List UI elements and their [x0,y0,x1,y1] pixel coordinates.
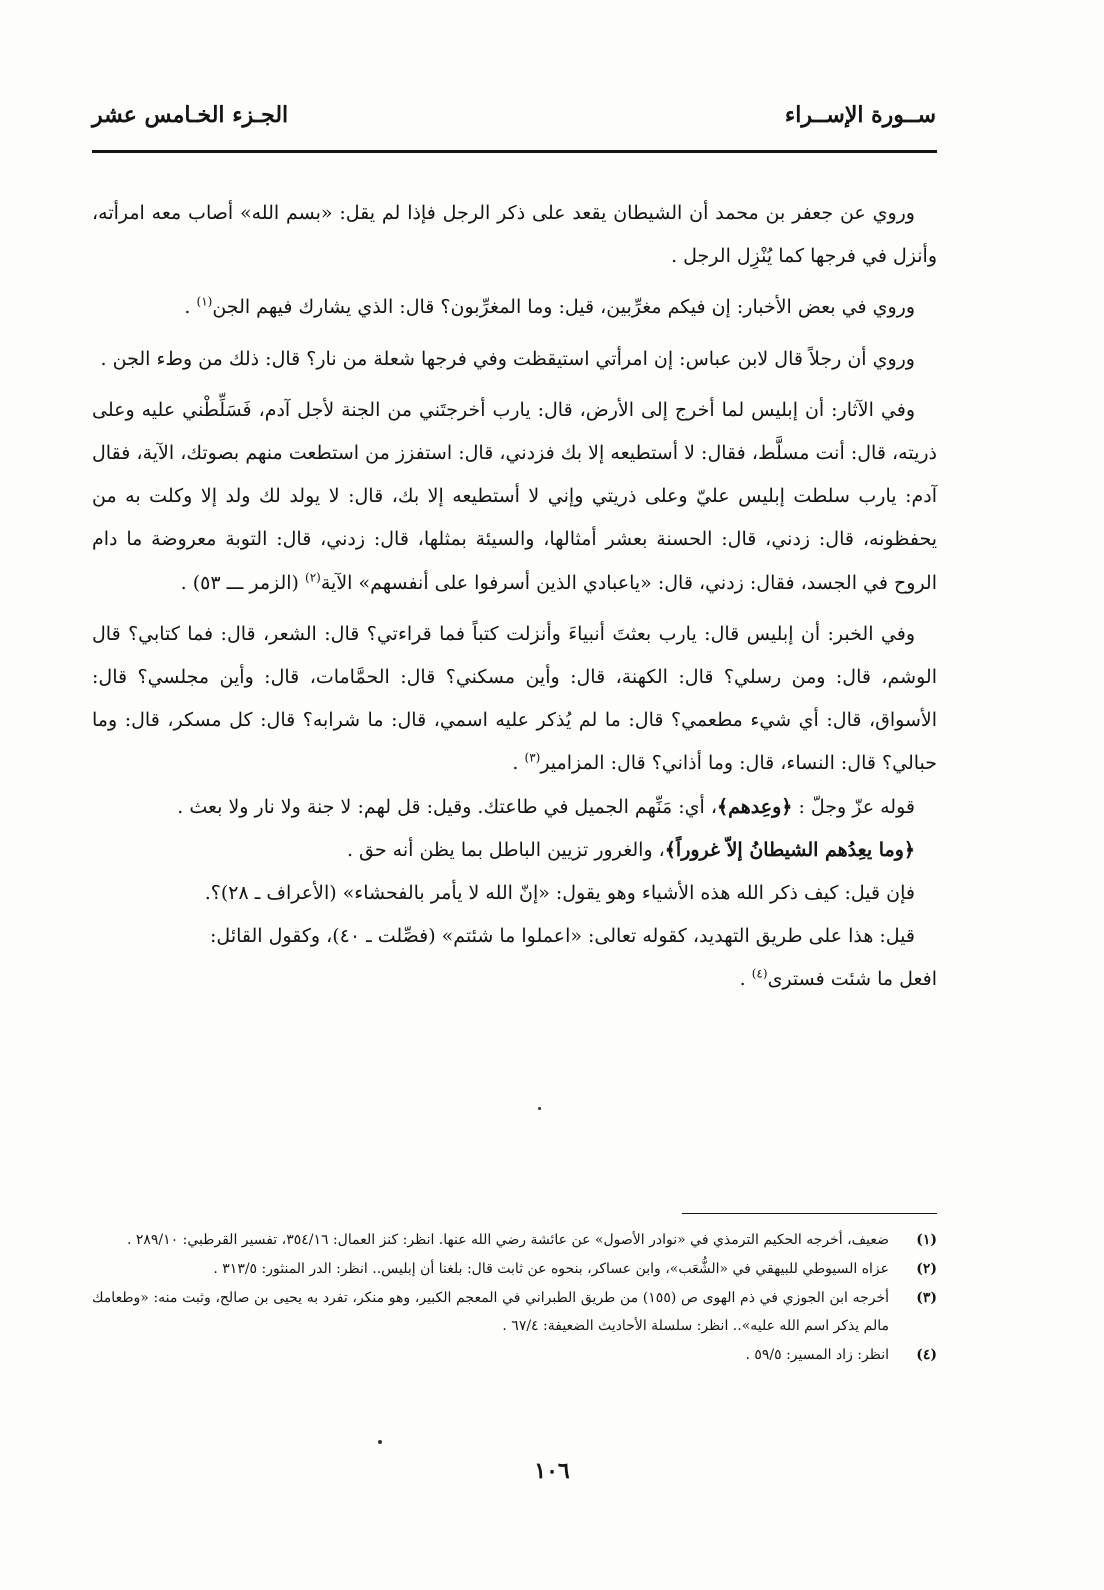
footnote-text: ضعيف، أخرجه الحكيم الترمذي في «نوادر الأصول» عن عائشة رضي الله عنها. انظر: كنز العمال: ٣٥٤/١٦، تفسير القرطبي: ٢٨٩/١٠ . [126,1232,889,1248]
paragraph-7 [92,829,937,872]
footnote-number: (١) [916,1232,937,1248]
paragraph-5-end: . [512,752,525,775]
paragraph-2-text: وروي في بعض الأخبار: إن فيكم مغرِّبين، قيل: وما المغرِّبون؟ قال: الذي يشارك فيهم الجن [212,296,915,319]
footnote-3 [92,1284,937,1342]
footnote-text: عزاه السيوطي للبيهقي في «الشُّعَب»، وابن عساكر، بنحوه عن ثابت قال: بلغنا أن إبليس.. انظر: الدر المنثور: ٣١٣/٥ . [213,1260,889,1277]
paragraph-10-end: . [739,968,752,991]
scan-speck [378,1440,382,1444]
paragraph-4-text: وفي الآثار: أن إبليس لما أخرج إلى الأرض، قال: يارب أخرجتَني من الجنة لأجل آدم، فَسَلِّطْني عليه وعلى ذريته، قال: أنت مسلَّط، فقال: لا أستطيعه إلا بك فزدني، قال: استفزز من استطعت منهم بصوتك، الآية، فقال آدم: يارب سلطت إبليس عليّ وعلى ذريتي وإني لا أستطيعه إلا بك، قال: لا يولد لك ولد إلا وكلت به من يحفظونه، قال: زدني، قال: الحسنة بعشر أمثالها، والسيئة بمثلها، قال: زدني، قال: التوبة معروضة ما دام الروح في الجسد، فقال: زدني، قال: «ياعبادي الذين أسرفوا على أنفسهم» الآية [92,398,937,594]
paragraph-8 [92,872,937,915]
paragraph-6 [92,786,937,829]
footnote-text: انظر: زاد المسير: ٥٩/٥ . [745,1347,889,1364]
paragraph-9 [92,915,937,958]
paragraph-3 [92,338,937,381]
paragraph-6-pre: قوله عزّ وجلّ : [792,795,915,818]
footnote-1 [92,1226,937,1255]
paragraph-8-text: فإن قيل: كيف ذكر الله هذه الأشياء وهو يقول: «إنّ الله لا يأمر بالفحشاء» (الأعراف ـ ٢٨)؟. [204,882,915,905]
paragraph-1-text: وروي عن جعفر بن محمد أن الشيطان يقعد على ذكر الرجل فإذا لم يقل: «بسم الله» أصاب معه امرأته، وأنزل في فرجها كما يُنْزِل الرجل . [92,202,937,268]
header-rule [92,150,937,153]
footnote-separator [682,1213,937,1214]
paragraph-2-end: . [184,296,197,319]
paragraph-9-text: قيل: هذا على طريق التهديد، كقوله تعالى: «اعملوا ما شئتم» (فصِّلت ـ ٤٠)، وكقول القائل: [210,925,915,948]
footnote-ref-2[interactable]: (٢) [305,570,321,585]
footnotes [92,1226,937,1370]
paragraph-4-end: (الزمر ـــ ٥٣) . [180,571,306,594]
page-number: ١٠٦ [534,1458,570,1484]
paragraph-4 [92,389,937,605]
paragraph-5-text: وفي الخبر: أن إبليس قال: يارب بعثتَ أنبياءَ وأنزلت كتباً فما قراءتي؟ قال: الشعر، قال: فما كتابي؟ قال الوشم، قال: ومن رسلي؟ قال: الكهنة، قال: وأين مسكني؟ قال: الحمَّامات، قال: وأين مجلسي؟ قال: الأسواق، قال: أي شيء مطعمي؟ قال: ما لم يُذكر عليه اسمي، قال: ما شرابه؟ قال: كل مسكر، قال: وما حبالي؟ قال: النساء، قال: وما أذاني؟ قال: المزامير [92,622,937,775]
quran-quote-1: ﴿وعِدهم﴾ [717,795,793,818]
paragraph-7-post: ، والغرور تزيين الباطل بما يظن أنه حق . [346,838,665,861]
footnote-text: أخرجه ابن الجوزي في ذم الهوى ص (١٥٥) من طريق الطبراني في المعجم الكبير، وهو منكر، تفرد به يحيى بن صالح، وثبت منه: «وطعامك مالم يذكر اسم الله عليه».. انظر: سلسلة الأحاديث الضعيفة: ٦٧/٤ . [92,1289,890,1335]
footnote-ref-4[interactable]: (٤) [751,967,768,982]
surah-title: ســورة الإســراء [784,102,936,128]
paragraph-5 [92,613,937,786]
paragraph-10 [92,958,937,1001]
paragraph-10-text: افعل ما شئت فسترى [767,968,937,991]
main-text [92,192,937,1002]
juz-title: الجـزء الخـامس عشر [92,102,289,128]
quran-quote-2: ﴿وما يعِدُهم الشيطانُ إلاّ غروراً﴾ [664,838,915,861]
paragraph-2 [92,286,937,329]
footnote-ref-1[interactable]: (١) [196,295,213,310]
footnote-2 [92,1255,937,1284]
footnote-number: (٤) [916,1347,937,1364]
scan-speck [538,1107,541,1110]
paragraph-1 [92,192,937,278]
footnote-number: (٣) [916,1289,937,1306]
paragraph-3-text: وروي أن رجلاً قال لابن عباس: إن امرأتي استيقظت وفي فرجها شعلة من نار؟ قال: ذلك من وطء الجن . [100,347,915,370]
footnote-number: (٢) [916,1260,937,1277]
paragraph-6-post: ، أي: مَنِّهم الجميل في طاعتك. وقيل: قل لهم: لا جنة ولا نار ولا بعث . [177,795,717,818]
footnote-4 [92,1341,937,1370]
running-head [92,92,936,138]
footnote-ref-3[interactable]: (٣) [524,751,541,766]
